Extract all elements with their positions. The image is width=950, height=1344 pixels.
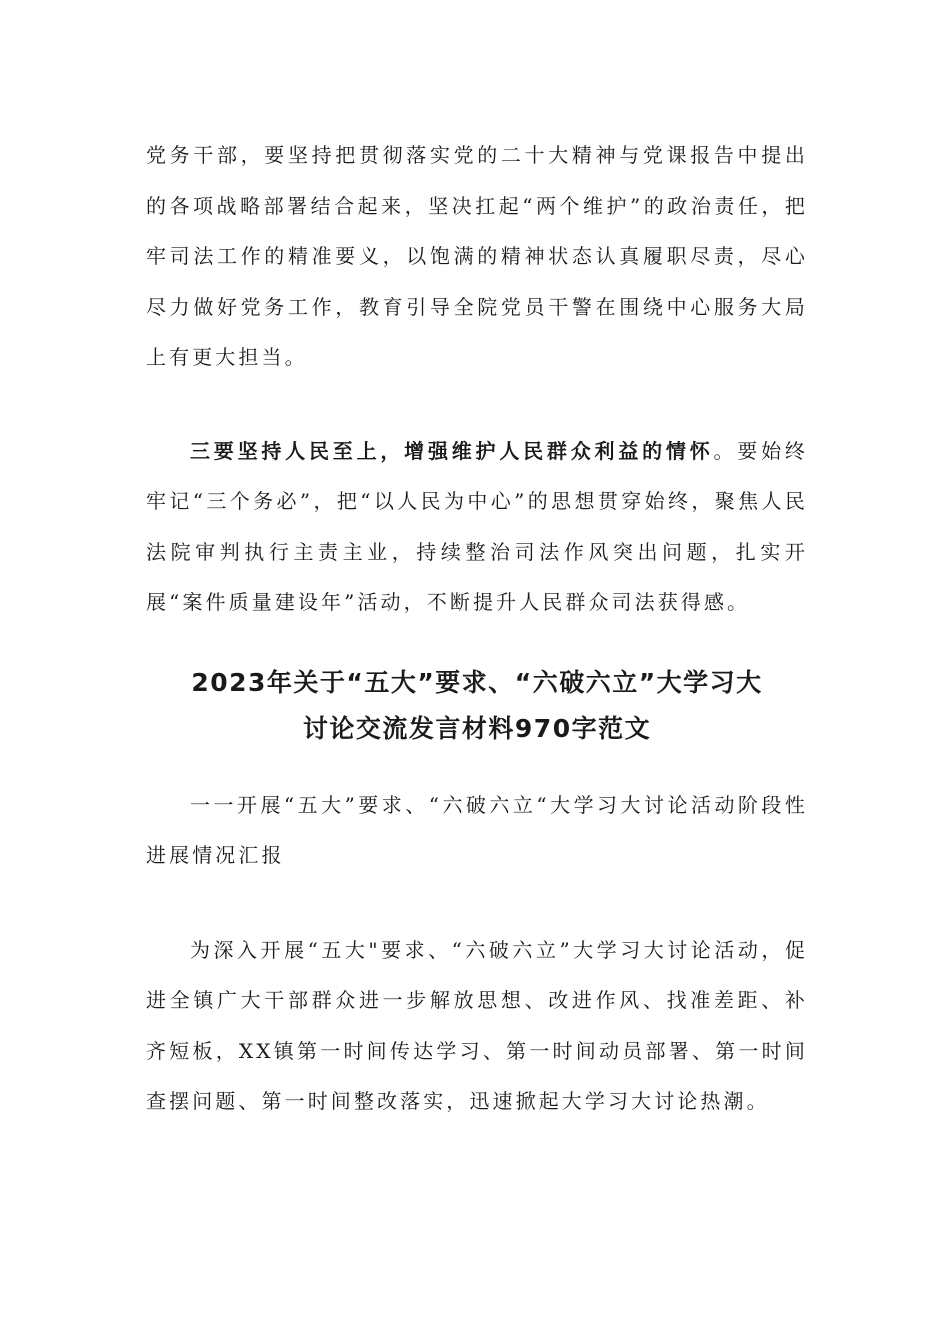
document-subtitle: 一一开展“五大”要求、“六破六立“大学习大讨论活动阶段性进展情况汇报 [146,792,808,867]
paragraph-party-work: 党务干部，要坚持把贯彻落实党的二十大精神与党课报告中提出的各项战略部署结合起来，坚决扛起“两个维护”的政治责任，把牢司法工作的精准要义，以饱满的精神状态认真履职尽责，尽心尽力做好党务工作，教育引导全院党员干警在围绕中心服务大局上有更大担当。 [146,143,808,369]
paragraph-body: 。要始终牢记“三个务必”，把“以人民为中心”的思想贯穿始终，聚焦人民法院审判执行主责主业，持续整治司法作风突出问题，扎实开展“案件质量建设年”活动，不断提升人民群众司法获得感。 [146,438,809,614]
paragraph-people-first [146,426,808,628]
paragraph-intro: 为深入开展“五大"要求、“六破六立”大学习大讨论活动，促进全镇广大干部群众进一步解放思想、改进作风、找准差距、补齐短板，XX镇第一时间传达学习、第一时间动员部署、第一时间查摆问题、第一时间整改落实，迅速掀起大学习大讨论热潮。 [146,937,808,1113]
title-line-1: 2023年关于“五大”要求、“六破六立”大学习大 [191,667,763,697]
document-title [146,660,808,752]
document-page [146,130,808,1127]
paragraph-lead-bold: 三要坚持人民至上，增强维护人民群众利益的情怀 [190,438,714,463]
title-line-2: 讨论交流发言材料970字范文 [302,713,652,743]
